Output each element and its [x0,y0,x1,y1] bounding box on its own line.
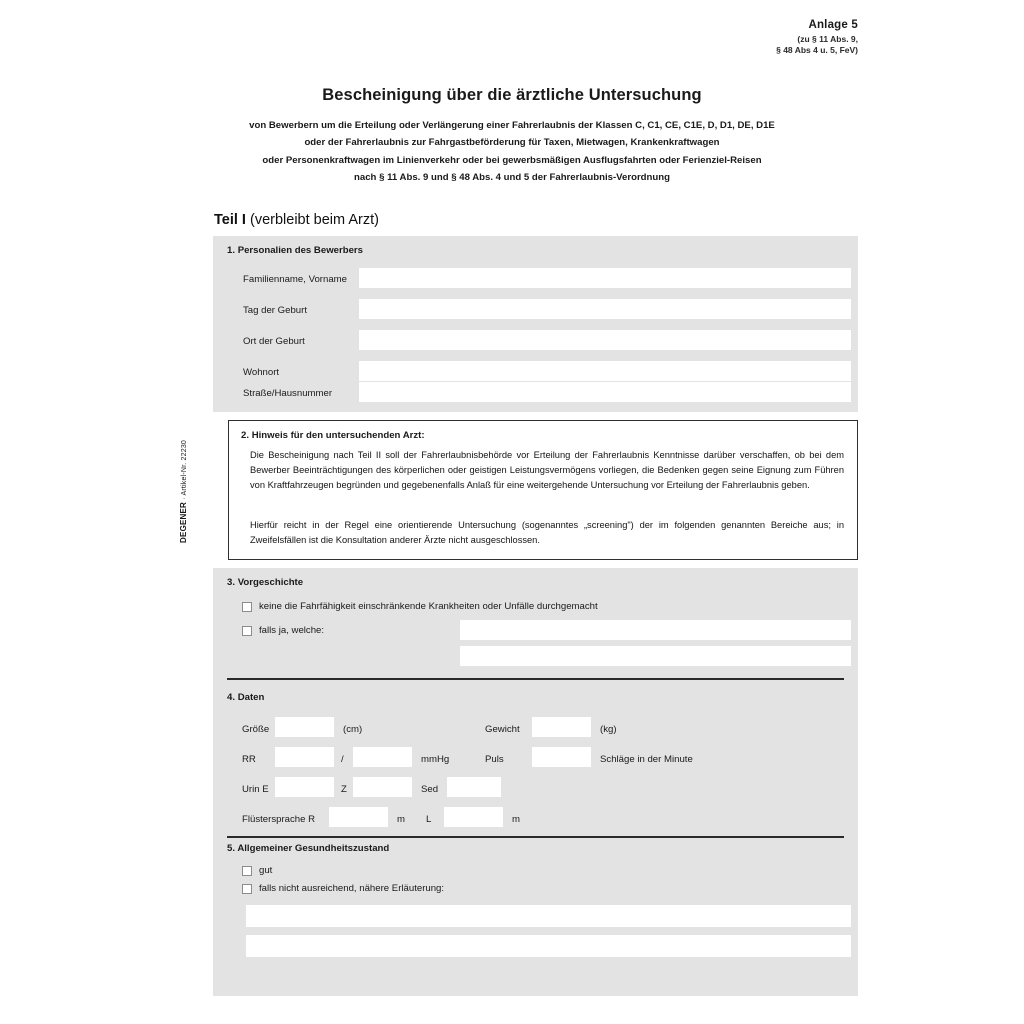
label-residence: Wohnort [243,367,280,378]
section-5-title: Allgemeiner Gesundheitszustand [237,843,390,854]
checkbox-row-no-illness[interactable] [242,601,598,612]
label-street: Straße/Hausnummer [243,388,333,399]
part-heading-label: Teil I [214,212,246,228]
input-whisper-right[interactable] [329,807,388,827]
input-pulse[interactable] [532,747,591,767]
label-height: Größe [242,724,270,735]
input-rr-systolic[interactable] [275,747,334,767]
input-rr-diastolic[interactable] [353,747,412,767]
label-urine-e: Urin E [242,784,269,795]
label-no-illness: keine die Fahrfähigkeit einschränkende Krankheiten oder Unfälle durchgemacht [259,601,598,612]
label-birthplace: Ort der Geburt [243,336,305,347]
input-weight[interactable] [532,717,591,737]
unit-weight-kg: (kg) [600,724,617,735]
input-birthplace[interactable] [359,330,851,350]
label-blood-pressure: RR [242,754,256,765]
subtitle-line: oder Personenkraftwagen im Linienverkehr oder bei gewerbsmäßigen Ausflugsfahrten oder Ferienziel-Reisen [262,154,762,166]
label-whisper-left: L [426,814,432,825]
section-4-heading [227,692,264,703]
divider-section-3-4 [227,678,844,680]
section-2-title: Hinweis für den untersuchenden Arzt: [251,430,425,441]
annex-legal-ref-line1: (zu § 11 Abs. 9, [797,33,858,44]
divider-section-4-5 [227,836,844,838]
checkbox-row-if-yes[interactable] [242,625,324,636]
input-street[interactable] [359,382,851,402]
unit-whisper-right-m: m [397,814,405,825]
section-5-heading [227,843,389,854]
checkbox-no-illness[interactable] [242,602,252,612]
checkbox-row-health-good[interactable] [242,865,272,876]
unit-rr-mmhg: mmHg [421,754,450,765]
input-whisper-left[interactable] [444,807,503,827]
publisher-imprint [179,440,188,543]
document-title: Bescheinigung über die ärztliche Untersuchung [322,86,702,104]
section-history-data-health [213,568,858,996]
subtitle-line: von Bewerbern um die Erteilung oder Verlängerung einer Fahrerlaubnis der Klassen C, C1, CE, C1E, D, D1, DE, D1E [249,120,775,131]
input-history-line-2[interactable] [460,646,851,666]
checkbox-if-yes[interactable] [242,626,252,636]
section-1-heading [227,245,363,256]
section-3-number: 3. [227,577,236,588]
label-urine-z: Z [341,784,347,795]
notice-paragraph-2: Hierfür reicht in der Regel eine orientierende Untersuchung (sogenanntes „screening") der im folgenden genannten Bereiche aus; in Zweifelsfällen ist die Konsultation anderer Ärzte nicht ausgeschlossen. [250,520,844,546]
input-urine-sed[interactable] [447,777,501,797]
field-row-surname [213,267,858,295]
label-surname: Familienname, Vorname [243,274,347,285]
section-4-number: 4. [227,692,236,703]
annex-title: Anlage 5 [808,19,858,31]
part-heading [214,212,379,228]
label-pulse: Puls [485,754,504,765]
input-height[interactable] [275,717,334,737]
annex-legal-ref-line2: § 48 Abs 4 u. 5, FeV) [776,44,858,55]
subtitle-line: oder der Fahrerlaubnis zur Fahrgastbeförderung für Taxen, Mietwagen, Krankenkraftwagen [304,137,720,149]
section-5-number: 5. [227,843,236,854]
label-urine-sed: Sed [421,784,439,795]
section-1-number: 1. [227,245,236,256]
section-1-title: Personalien des Bewerbers [237,245,363,256]
separator-rr-slash: / [341,754,344,765]
section-4-title: Daten [237,692,265,703]
input-history-line-1[interactable] [460,620,851,640]
label-health-explanation: falls nicht ausreichend, nähere Erläuterung: [259,883,445,894]
field-row-birthplace [213,329,858,357]
field-row-birthdate [213,298,858,326]
publisher-brand: DEGENER [179,501,188,543]
section-personal-data [213,236,858,412]
unit-whisper-left-m: m [512,814,520,825]
publisher-article-number: · Artikel-Nr. 22230 [181,440,188,502]
checkbox-health-good[interactable] [242,866,252,876]
notice-paragraph-1: Die Bescheinigung nach Teil II soll der Fahrerlaubnisbehörde vor Erteilung der Fahrerlaubnis Kenntnisse darüber verschaffen, ob bei dem Bewerber Beeinträchtigungen des körperlichen oder geistigen Leistungsvermögens vorliegen, die Bedenken gegen seine Eignung zum Führen von Kraftfahrzeugen begründen und gegebenenfalls Anlaß für eine weitergehende Untersuchung vor Erteilung der Fahrerlaubnis geben. [250,450,844,491]
section-3-heading [227,577,303,588]
unit-height-cm: (cm) [343,724,363,735]
input-health-explanation-line-1[interactable] [246,905,851,927]
part-heading-note: (verbleibt beim Arzt) [245,212,379,228]
unit-pulse-bpm: Schläge in der Minute [600,754,693,765]
section-physician-notice [213,420,858,560]
field-row-street [213,381,858,409]
label-weight: Gewicht [485,724,520,735]
label-health-good: gut [259,865,273,876]
notice-box [228,420,858,560]
section-2-number: 2. [241,430,250,441]
label-whisper-right: Flüstersprache R [242,814,316,825]
label-if-yes: falls ja, welche: [259,625,325,636]
input-surname[interactable] [359,268,851,288]
section-2-heading [241,430,425,441]
section-3-title: Vorgeschichte [237,577,304,588]
label-birthdate: Tag der Geburt [243,305,307,316]
subtitle-line: nach § 11 Abs. 9 und § 48 Abs. 4 und 5 der Fahrerlaubnis-Verordnung [354,172,670,184]
input-urine-e[interactable] [275,777,334,797]
input-urine-z[interactable] [353,777,412,797]
checkbox-health-explanation[interactable] [242,884,252,894]
checkbox-row-health-explanation[interactable] [242,883,444,894]
input-health-explanation-line-2[interactable] [246,935,851,957]
annex-reference-block [776,18,858,56]
document-subtitle [140,117,884,187]
input-birthdate[interactable] [359,299,851,319]
input-residence[interactable] [359,361,851,381]
